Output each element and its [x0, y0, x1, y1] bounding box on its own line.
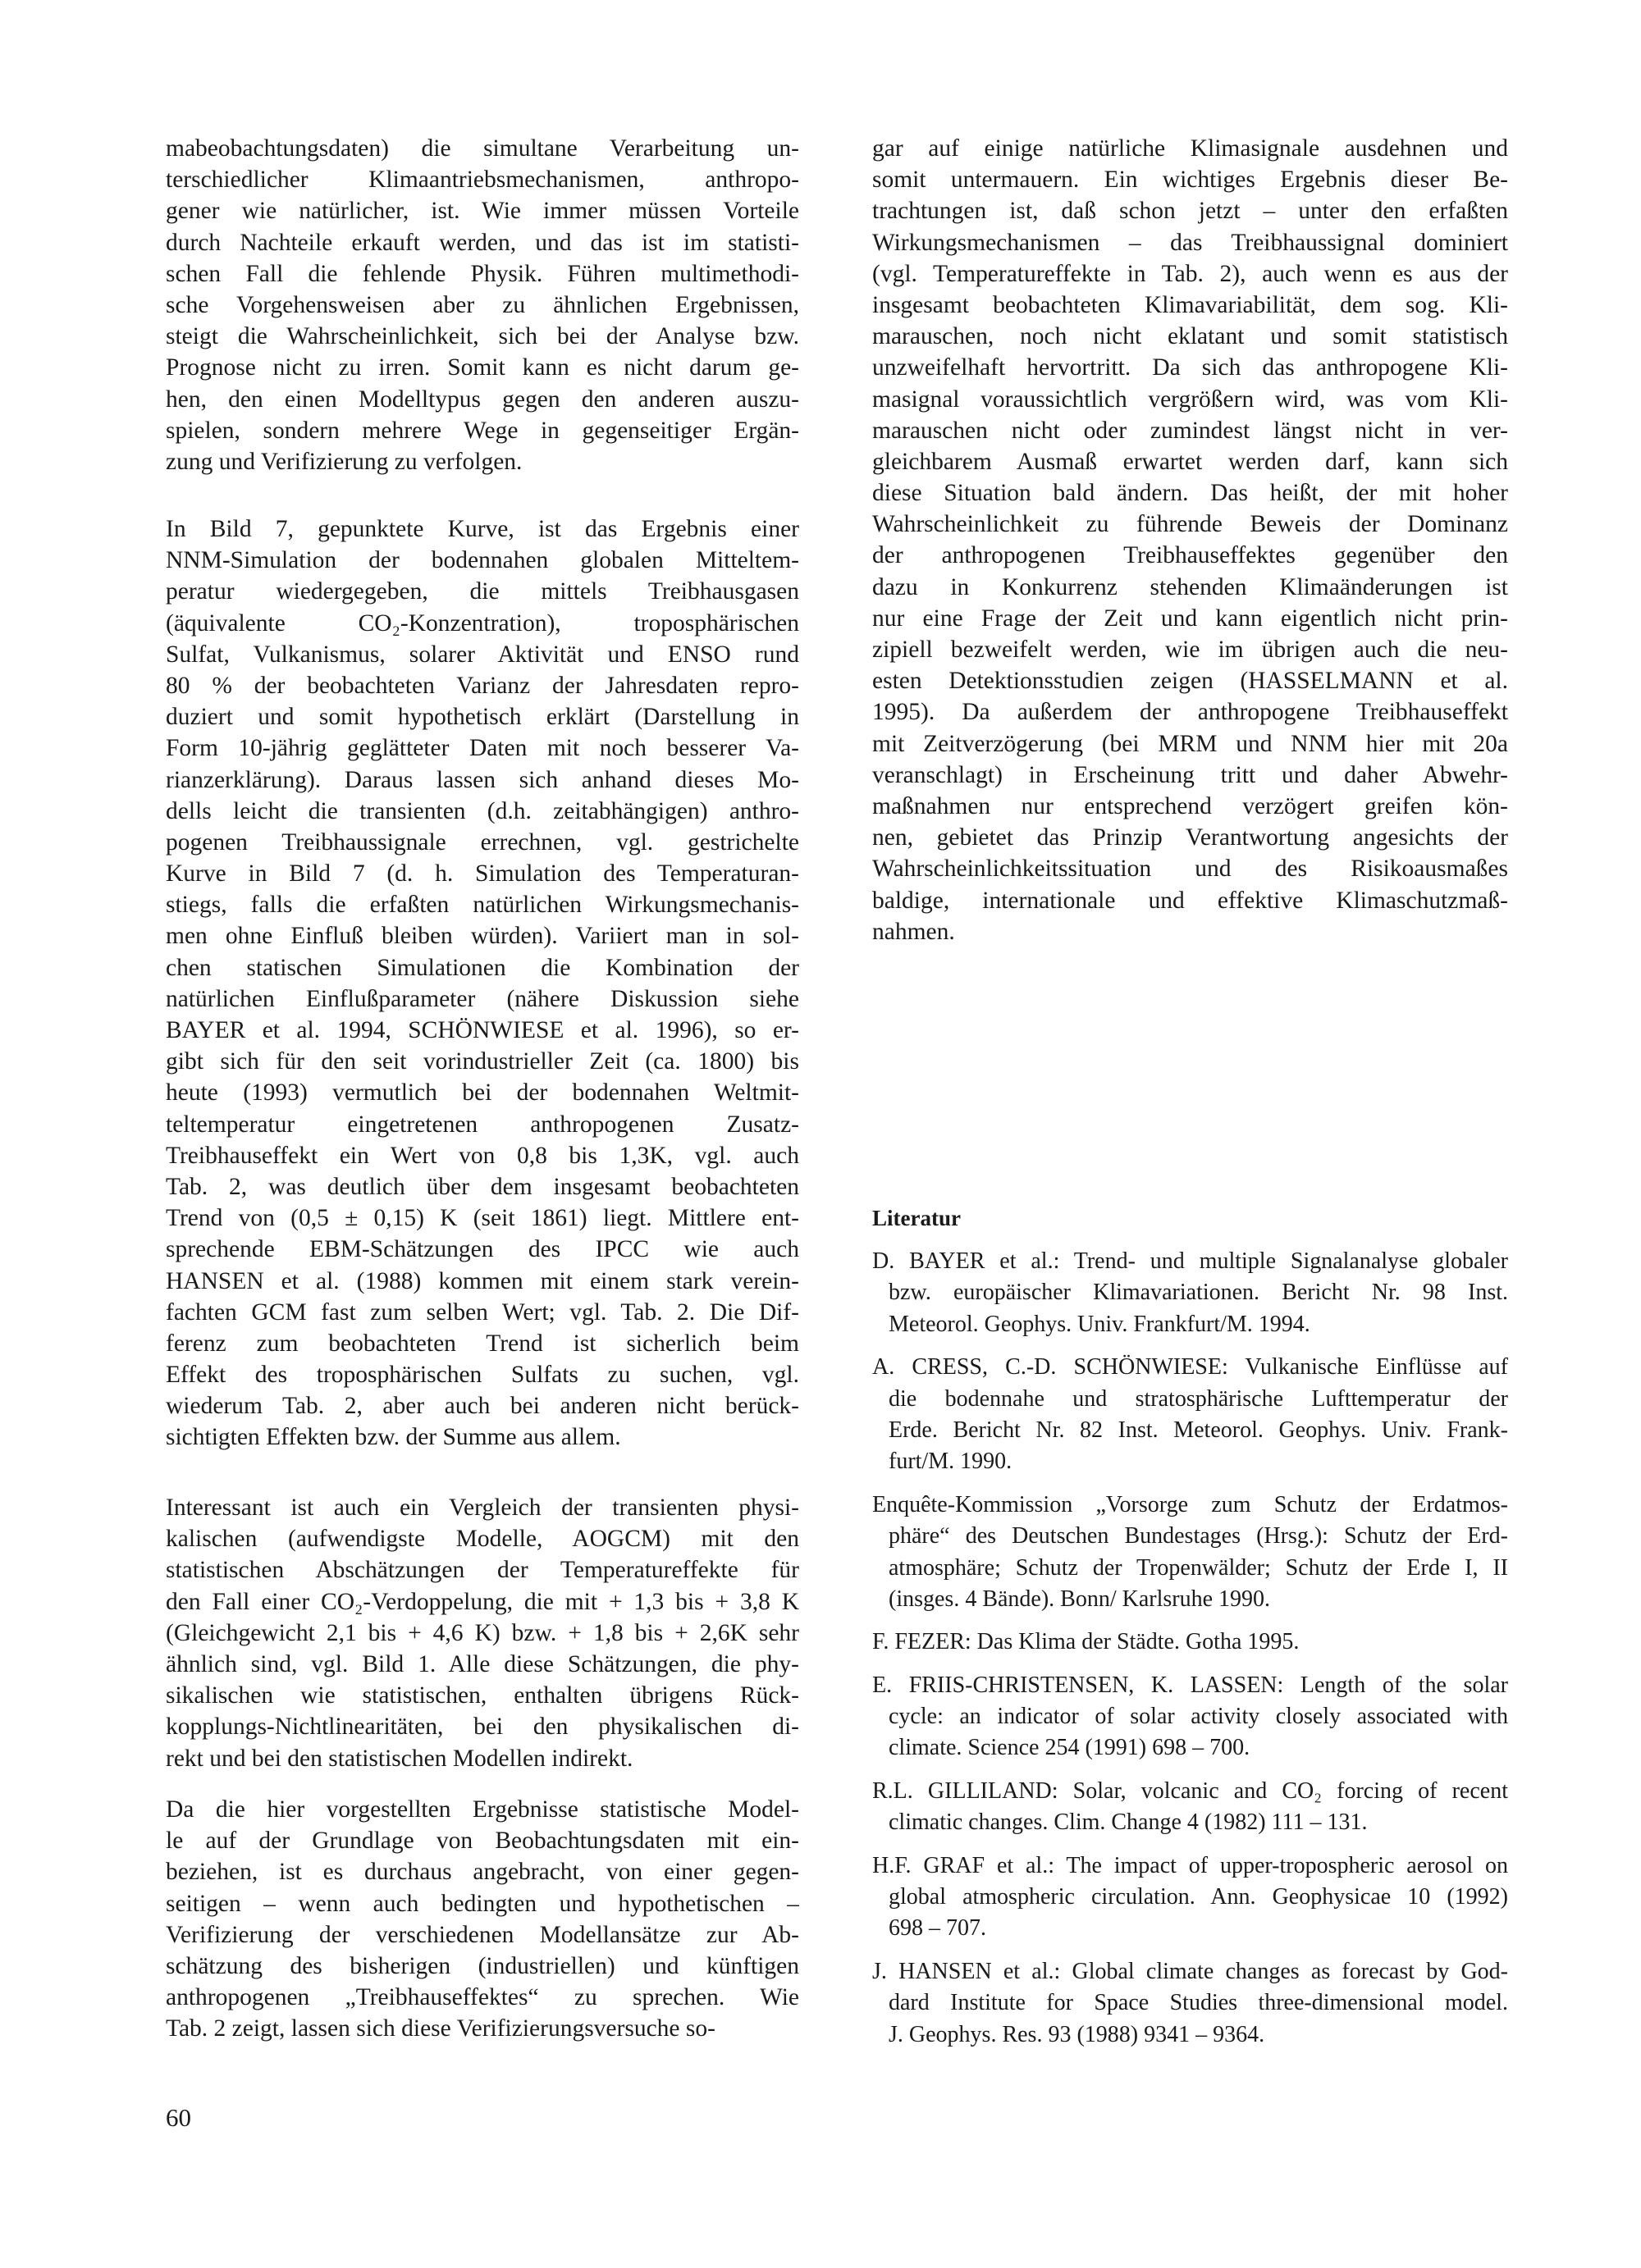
text-line: gleichbarem Ausmaß erwartet werden darf, kann sich [872, 448, 1508, 475]
reference-line: phäre“ des Deutschen Bundestages (Hrsg.): Schutz der Erd- [889, 1523, 1508, 1549]
reference-line: global atmospheric circulation. Ann. Geophysicae 10 (1992) [889, 1884, 1508, 1910]
reference-item [872, 1490, 1508, 1616]
text-line: marauschen, noch nicht eklatant und somit statistisch [872, 323, 1508, 350]
text-line: Treibhauseffekt ein Wert von 0,8 bis 1,3K, vgl. auch [166, 1142, 799, 1169]
text-line: heute (1993) vermutlich bei der bodennahen Weltmit- [166, 1079, 799, 1107]
text-line: zung und Verifizierung zu verfolgen. [166, 448, 523, 475]
text-line: natürlichen Einflußparameter (nähere Diskussion siehe [166, 985, 799, 1012]
text-line: Prognose nicht zu irren. Somit kann es nicht darum ge- [166, 354, 799, 381]
text-line: stiegs, falls die erfaßten natürlichen Wirkungsmechanis- [166, 892, 799, 919]
reference-line: H.F. GRAF et al.: The impact of upper-tropospheric aerosol on [872, 1852, 1508, 1878]
text-line: durch Nachteile erkauft werden, und das ist im statisti- [166, 229, 799, 256]
reference-line: D. BAYER et al.: Trend- und multiple Signalanalyse globaler [872, 1248, 1508, 1274]
text-line: insgesamt beobachteten Klimavariabilität, dem sog. Kli- [872, 291, 1508, 318]
text-line: anthropogenen „Treibhauseffektes“ zu sprechen. Wie [166, 1984, 799, 2011]
reference-line: R.L. GILLILAND: Solar, volcanic and CO₂ forcing of recent [872, 1777, 1508, 1804]
text-line: nur eine Frage der Zeit und kann eigentlich nicht prin- [872, 605, 1508, 632]
text-line: kalischen (aufwendigste Modelle, AOGCM) mit den [166, 1526, 799, 1553]
reference-line: E. FRIIS-CHRISTENSEN, K. LASSEN: Length of the solar [872, 1672, 1508, 1698]
reference-list [872, 1246, 1508, 2062]
text-line: men ohne Einfluß bleiben würden). Variiert man in sol- [166, 923, 799, 950]
paragraph [166, 133, 799, 477]
text-line: (Gleichgewicht 2,1 bis + 4,6 K) bzw. + 1,8 bis + 2,6K sehr [166, 1619, 799, 1646]
text-line: schen Fall die fehlende Physik. Führen multimethodi- [166, 260, 799, 287]
text-line: Wahrscheinlichkeit zu führende Beweis der Dominanz [872, 511, 1508, 538]
reference-item [872, 1850, 1508, 1945]
text-line: peratur wiedergegeben, die mittels Treibhausgasen [166, 578, 799, 605]
text-line: teltemperatur eingetretenen anthropogenen Zusatz- [166, 1111, 799, 1138]
reference-line: climatic changes. Clim. Change 4 (1982) 111 – 131. [889, 1809, 1368, 1836]
text-line: dells leicht die transienten (d.h. zeitabhängigen) anthro- [166, 797, 799, 824]
reference-line: (insges. 4 Bände). Bonn/ Karlsruhe 1990. [889, 1586, 1271, 1612]
text-line: (äquivalente CO₂-Konzentration), troposphärischen [166, 609, 799, 637]
text-line: In Bild 7, gepunktete Kurve, ist das Ergebnis einer [166, 516, 799, 542]
text-line: esten Detektionsstudien zeigen (HASSELMANN et al. [872, 668, 1508, 695]
text-line: ähnlich sind, vgl. Bild 1. Alle diese Schätzungen, die phy- [166, 1650, 799, 1677]
text-line: le auf der Grundlage von Beobachtungsdaten mit ein- [166, 1828, 799, 1855]
text-line: pogenen Treibhaussignale errechnen, vgl. gestrichelte [166, 828, 799, 856]
text-line: mabeobachtungsdaten) die simultane Verarbeitung un- [166, 135, 799, 162]
reference-line: die bodennahe und stratosphärische Lufttemperatur der [889, 1385, 1508, 1412]
text-line: unzweifelhaft hervortritt. Da sich das anthropogene Kli- [872, 354, 1508, 381]
text-line: Trend von (0,5 ± 0,15) K (seit 1861) liegt. Mittlere ent- [166, 1205, 799, 1232]
text-line: hen, den einen Modelltypus gegen den anderen auszu- [166, 386, 799, 413]
text-line: nahmen. [872, 918, 955, 945]
text-line: statistischen Abschätzungen der Temperatureffekte für [166, 1557, 799, 1584]
reference-item [872, 1956, 1508, 2051]
reference-line: J. Geophys. Res. 93 (1988) 9341 – 9364. [889, 2021, 1265, 2047]
text-line: ferenz zum beobachteten Trend ist sicherlich beim [166, 1330, 799, 1357]
text-line: baldige, internationale und effektive Klimaschutzmaß- [872, 887, 1508, 914]
text-line: somit untermauern. Ein wichtiges Ergebnis dieser Be- [872, 167, 1508, 194]
text-line: Kurve in Bild 7 (d. h. Simulation des Temperaturan- [166, 860, 799, 888]
text-line: Tab. 2, was deutlich über dem insgesamt beobachteten [166, 1173, 799, 1200]
text-line: rekt und bei den statistischen Modellen indirekt. [166, 1745, 633, 1772]
reference-line: A. CRESS, C.-D. SCHÖNWIESE: Vulkanische Einflüsse auf [872, 1354, 1508, 1380]
text-line: diese Situation bald ändern. Das heißt, der mit hoher [872, 480, 1508, 507]
reference-line: furt/M. 1990. [889, 1449, 1012, 1475]
text-line: wiederum Tab. 2, aber auch bei anderen nicht berück- [166, 1393, 799, 1420]
text-line: Form 10-jährig geglätteter Daten mit noch besserer Va- [166, 735, 799, 762]
text-line: sikalischen wie statistischen, enthalten übrigens Rück- [166, 1682, 799, 1709]
paragraph [166, 1492, 799, 1774]
text-line: Effekt des troposphärischen Sulfats zu suchen, vgl. [166, 1362, 799, 1389]
text-line: Sulfat, Vulkanismus, solarer Aktivität und ENSO rund [166, 641, 799, 668]
reference-line: atmosphäre; Schutz der Tropenwälder; Schutz der Erde I, II [889, 1554, 1508, 1581]
text-line: veranschlagt) in Erscheinung tritt und daher Abwehr- [872, 761, 1508, 788]
text-line: schätzung des bisherigen (industriellen) und künftigen [166, 1952, 799, 1979]
reference-item [872, 1246, 1508, 1340]
text-line: fachten GCM fast zum selben Wert; vgl. Tab. 2. Die Dif- [166, 1298, 799, 1326]
text-line: chen statischen Simulationen die Kombination der [166, 954, 799, 981]
text-line: duziert und somit hypothetisch erklärt (Darstellung in [166, 704, 799, 731]
reference-item [872, 1352, 1508, 1478]
text-line: BAYER et al. 1994, SCHÖNWIESE et al. 1996), so er- [166, 1017, 799, 1043]
reference-line: 698 – 707. [889, 1915, 986, 1942]
text-line: nen, gebietet das Prinzip Verantwortung angesichts der [872, 824, 1508, 851]
text-line: 1995). Da außerdem der anthropogene Treibhauseffekt [872, 699, 1508, 726]
reference-line: bzw. europäischer Klimavariationen. Bericht Nr. 98 Inst. [889, 1280, 1508, 1306]
text-line: 80 % der beobachteten Varianz der Jahresdaten repro- [166, 672, 799, 699]
text-line: terschiedlicher Klimaantriebsmechanismen, anthropo- [166, 167, 799, 194]
reference-line: F. FEZER: Das Klima der Städte. Gotha 1995. [872, 1629, 1300, 1655]
text-line: marauschen nicht oder zumindest längst nicht in ver- [872, 417, 1508, 444]
text-line: sche Vorgehensweisen aber zu ähnlichen Ergebnissen, [166, 291, 799, 318]
text-line: Tab. 2 zeigt, lassen sich diese Verifizierungsversuche so- [166, 2015, 715, 2042]
text-line: masignal voraussichtlich vergrößern wird, was vom Kli- [872, 386, 1508, 413]
text-line: HANSEN et al. (1988) kommen mit einem stark verein- [166, 1267, 799, 1294]
text-line: Wahrscheinlichkeitssituation und des Risikoausmaßes [872, 856, 1508, 883]
reference-line: Enquête-Kommission „Vorsorge zum Schutz der Erdatmos- [872, 1491, 1508, 1517]
paragraph [166, 513, 799, 1453]
text-line: spielen, sondern mehrere Wege in gegenseitiger Ergän- [166, 417, 799, 444]
reference-line: J. HANSEN et al.: Global climate changes as forecast by God- [872, 1958, 1508, 1984]
text-line: sprechende EBM-Schätzungen des IPCC wie auch [166, 1236, 799, 1263]
paragraph [166, 1794, 799, 2045]
text-line: der anthropogenen Treibhauseffektes gegenüber den [872, 542, 1508, 569]
text-line: zipiell bezweifelt werden, wie im übrigen auch die neu- [872, 637, 1508, 663]
text-line: mit Zeitverzögerung (bei MRM und NNM hier mit 20a [872, 730, 1508, 757]
text-line: NNM-Simulation der bodennahen globalen Mitteltem- [166, 547, 799, 574]
paragraph [872, 133, 1508, 947]
literature-heading: Literatur [872, 1206, 961, 1230]
reference-item [872, 1627, 1508, 1658]
page-number: 60 [166, 2103, 191, 2132]
reference-line: cycle: an indicator of solar activity closely associated with [889, 1704, 1508, 1730]
text-line: Wirkungsmechanismen – das Treibhaussignal dominiert [872, 229, 1508, 256]
text-line: trachtungen ist, daß schon jetzt – unter den erfaßten [872, 198, 1508, 225]
reference-item [872, 1776, 1508, 1839]
reference-line: Meteorol. Geophys. Univ. Frankfurt/M. 1994. [889, 1311, 1310, 1337]
text-line: den Fall einer CO₂-Verdoppelung, die mit + 1,3 bis + 3,8 K [166, 1588, 799, 1615]
text-line: gar auf einige natürliche Klimasignale ausdehnen und [872, 135, 1508, 162]
reference-line: climate. Science 254 (1991) 698 – 700. [889, 1735, 1250, 1761]
text-line: rianzerklärung). Daraus lassen sich anhand dieses Mo- [166, 766, 799, 793]
text-line: sichtigten Effekten bzw. der Summe aus allem. [166, 1424, 621, 1451]
reference-line: Erde. Bericht Nr. 82 Inst. Meteorol. Geophys. Univ. Frank- [889, 1417, 1508, 1443]
text-line: steigt die Wahrscheinlichkeit, sich bei der Analyse bzw. [166, 323, 799, 350]
text-line: Da die hier vorgestellten Ergebnisse statistische Model- [166, 1796, 799, 1823]
text-line: kopplungs-Nichtlinearitäten, bei den physikalischen di- [166, 1714, 799, 1741]
text-line: seitigen – wenn auch bedingten und hypothetischen – [166, 1890, 799, 1917]
text-line: maßnahmen nur entsprechend verzögert greifen kön- [872, 792, 1508, 819]
reference-line: dard Institute for Space Studies three-dimensional model. [889, 1990, 1508, 2016]
text-line: gener wie natürlicher, ist. Wie immer müssen Vorteile [166, 198, 799, 225]
text-line: dazu in Konkurrenz stehenden Klimaänderungen ist [872, 573, 1508, 600]
text-line: (vgl. Temperatureffekte in Tab. 2), auch wenn es aus der [872, 260, 1508, 287]
text-line: Verifizierung der verschiedenen Modellansätze zur Ab- [166, 1921, 799, 1948]
reference-item [872, 1670, 1508, 1764]
text-line: beziehen, ist es durchaus angebracht, von einer gegen- [166, 1859, 799, 1886]
text-line: Interessant ist auch ein Vergleich der transienten physi- [166, 1495, 799, 1521]
text-line: gibt sich für den seit vorindustrieller Zeit (ca. 1800) bis [166, 1048, 799, 1075]
